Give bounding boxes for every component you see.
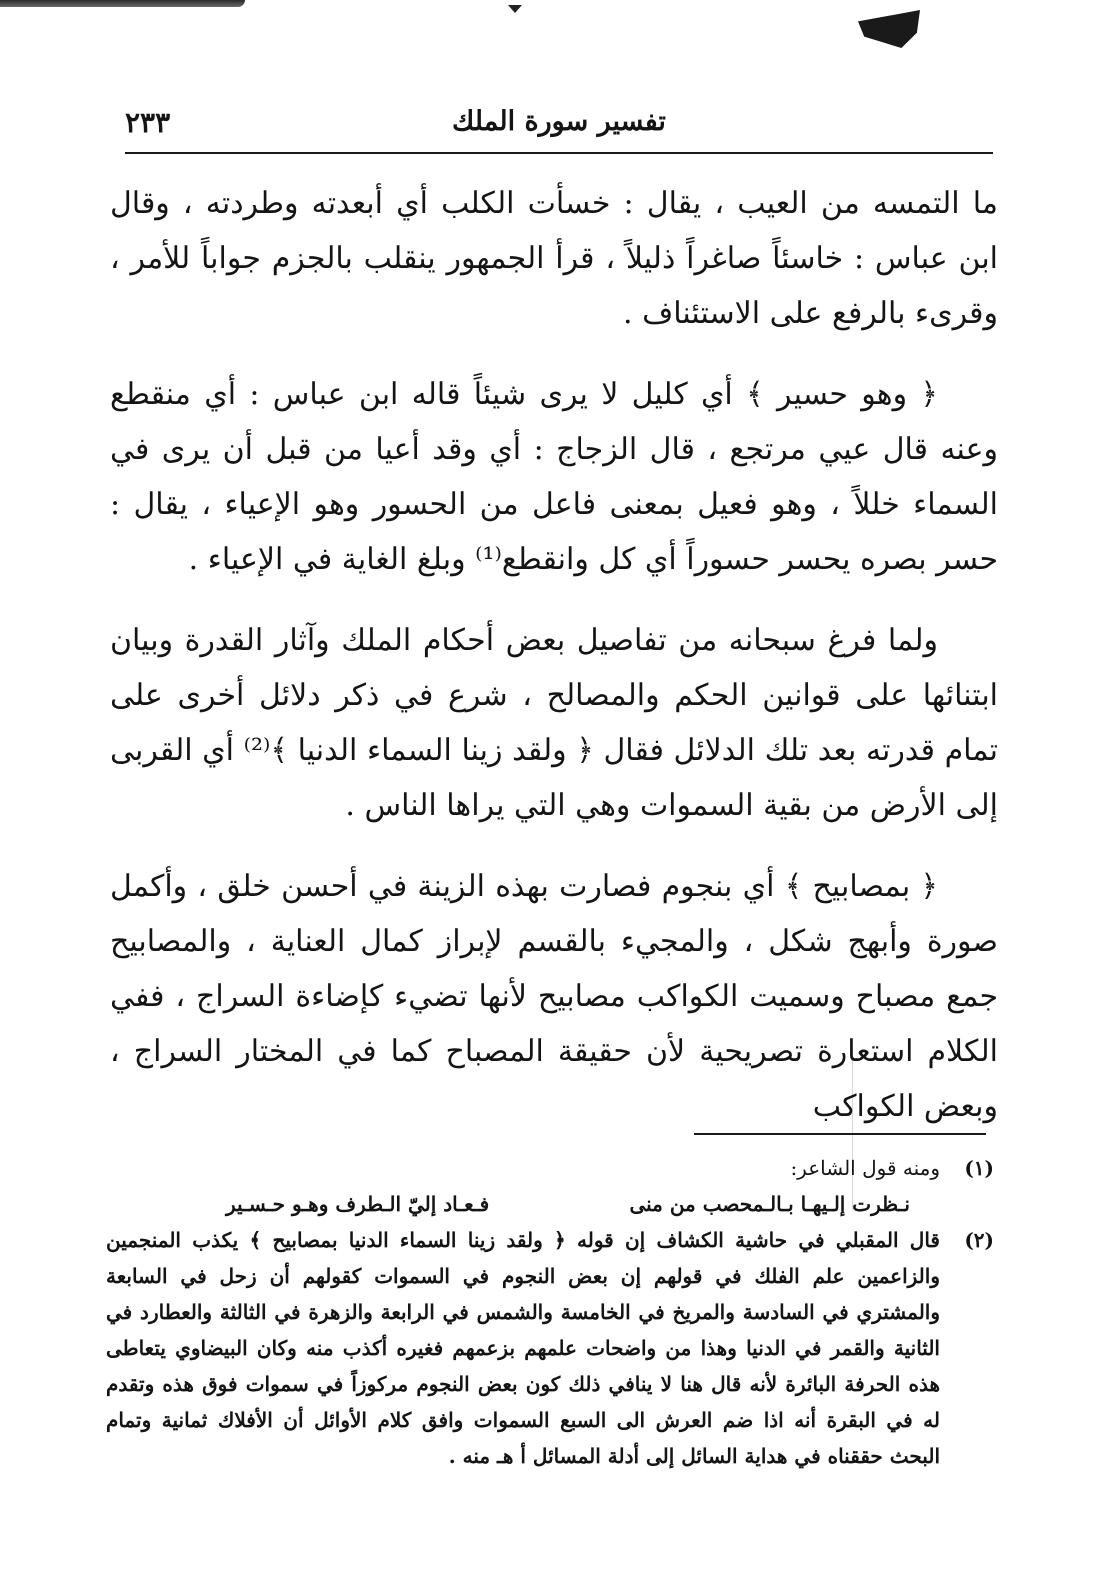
- paragraph: ﴿ بمصابيح ﴾ أي بنجوم فصارت بهذه الزينة في أحسن خلق ، وأكمل صورة وأبهج شكل ، والمجيء بالقسم لإبراز كمال العناية ، والمصابيح جمع مصباح وسميت الكواكب مصابيح لأنها تضيء كإضاءة السراج ، ففي الكلام استعارة تصريحية لأن حقيقة المصباح كما في المختار السراج ، وبعض الكواكب: [110, 869, 998, 1124]
- footnote-2: [106, 1222, 994, 1474]
- header-rule: [125, 152, 993, 154]
- footnote-text: قال المقبلي في حاشية الكشاف إن قوله ﴿ ولقد زينا السماء الدنيا بمصابيح ﴾ يكذب المنجمين والزاعمين علم الفلك في قولهم إن بعض النجوم في السموات كقولهم أن زحل في السابعة والمشتري في السادسة والمريخ في الخامسة والشمس في الرابعة والزهرة في الثالثة والعطارد في الثانية والقمر في الدنيا وهذا من واضحات علمهم بزعمهم فغيره أكذب منه وكان البيضاوي يتعاطى هذه الحرفة البائرة لأنه قال هنا لا ينافي ذلك كون بعض النجوم مركوزاً في سموات فوق هذه وتقدم له في البقرة أنه اذا ضم العرش الى السبع السموات وافق كلام الأوائل أن الأفلاك ثمانية وتمام البحث حققناه في هداية السائل إلى أدلة المسائل أ هـ منه .: [106, 1228, 940, 1468]
- running-head: [125, 106, 993, 152]
- footnotes: [106, 1150, 994, 1474]
- scan-artifact: [508, 5, 522, 13]
- scan-artifact: [858, 10, 920, 48]
- footnote-rule: [694, 1133, 986, 1135]
- page-number: ٢٣٣: [125, 106, 171, 139]
- footnote-number: (٢): [964, 1228, 994, 1252]
- page-title: تفسير سورة الملك: [452, 106, 666, 137]
- main-text: [110, 176, 998, 1134]
- footnote-intro: ومنه قول الشاعر:: [790, 1156, 940, 1180]
- paragraph: ﴿ وهو حسير ﴾ أي كليل لا يرى شيئاً قاله ابن عباس : أي منقطع وعنه قال عيي مرتجع ، قال الزجاج : أي وقد أعيا من قبل أن يرى في السماء خللاً ، وهو فعيل بمعنى فاعل من الحسور وهو الإعياء ، يقال : حسر بصره يحسر حسوراً أي كل وانقطع⁽¹⁾ وبلغ الغاية في الإعياء .: [110, 377, 998, 577]
- verse-first-hemistich: نـظرت إلـيهـا بـالـمحصب من منى: [629, 1192, 910, 1216]
- paragraph: ما التمسه من العيب ، يقال : خسأت الكلب أي أبعدته وطردته ، وقال ابن عباس : خاسئاً صاغراً ذليلاً ، قرأ الجمهور ينقلب بالجزم جواباً للأمر ، وقرىء بالرفع على الاستئناف .: [110, 186, 998, 331]
- scan-artifact: [0, 0, 245, 7]
- footnote-1: [106, 1150, 994, 1222]
- poetry-verse: [106, 1186, 940, 1222]
- footnote-number: (١): [964, 1156, 994, 1180]
- verse-second-hemistich: فـعـاد إليّ الـطرف وهـو حـسـير: [226, 1192, 490, 1216]
- paragraph: ولما فرغ سبحانه من تفاصيل بعض أحكام الملك وآثار القدرة وبيان ابتنائها على قوانين الحكم والمصالح ، شرع في ذكر دلائل أخرى على تمام قدرته بعد تلك الدلائل فقال ﴿ ولقد زينا السماء الدنيا ﴾⁽²⁾ أي القربى إلى الأرض من بقية السموات وهي التي يراها الناس .: [110, 623, 998, 823]
